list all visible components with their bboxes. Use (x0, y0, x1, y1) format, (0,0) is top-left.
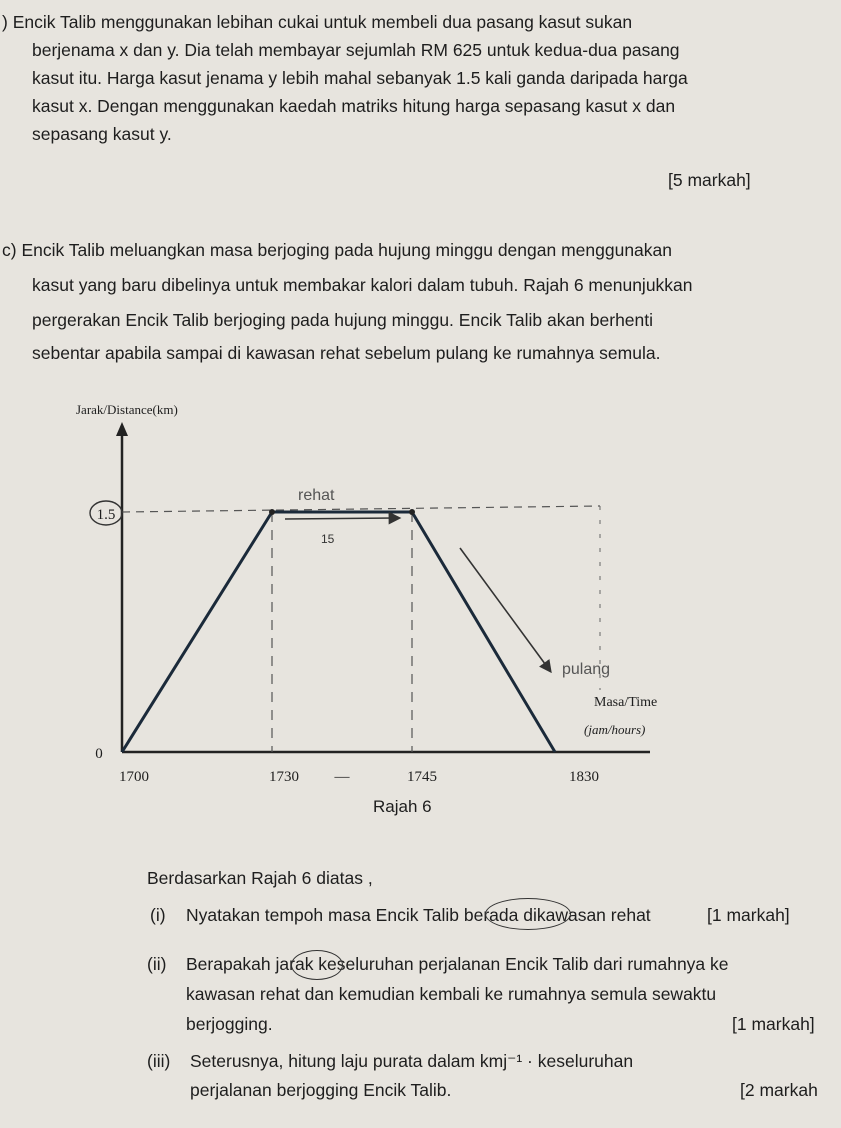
figure-caption: Rajah 6 (373, 797, 432, 816)
point-1745 (409, 509, 415, 515)
qb-marks: [5 markah] (668, 170, 751, 190)
qc-line-1: c) Encik Talib meluangkan masa berjoging pada hujung minggu dengan menggunakan (2, 240, 672, 260)
sq3-marks: [2 markah (740, 1080, 818, 1100)
qc-line-2: kasut yang baru dibelinya untuk membakar kalori dalam tubuh. Rajah 6 menunjukkan (32, 275, 693, 295)
qb-line-1: ) Encik Talib menggunakan lebihan cukai untuk membeli dua pasang kasut sukan (2, 12, 633, 32)
circle-mark-rehat (485, 898, 571, 930)
journey-line (122, 512, 555, 752)
x-axis-label-line1: Masa/Time (594, 695, 658, 710)
sq1-marks: [1 markah] (707, 905, 790, 925)
point-1730 (269, 509, 275, 515)
sq3-line-1: Seterusnya, hitung laju purata dalam kmj⁻¹ · keseluruhan (190, 1051, 634, 1071)
x-tick-label: 1730 (269, 769, 299, 785)
circle-mark-jarak (291, 950, 343, 980)
qb-line-5: sepasang kasut y. (32, 124, 172, 144)
rest-arrow (285, 518, 395, 519)
dash-mark: — (334, 769, 350, 785)
y-tick-label: 1.5 (96, 507, 116, 523)
y-axis-arrow-icon (116, 422, 128, 436)
qb-line-3: kasut itu. Harga kasut jenama y lebih mahal sebanyak 1.5 kali ganda daripada harga (32, 68, 688, 88)
return-arrow (460, 548, 548, 668)
x-tick-label: 1745 (407, 769, 437, 785)
sq1-label: (i) (150, 905, 166, 925)
sq2-line-2: kawasan rehat dan kemudian kembali ke rumahnya semula sewaktu (186, 984, 717, 1004)
qc-line-3: pergerakan Encik Talib berjoging pada hujung minggu. Encik Talib akan berhenti (32, 310, 654, 330)
based-on-text: Berdasarkan Rajah 6 diatas , (147, 868, 373, 888)
x-axis-label-line2: (jam/hours) (584, 722, 646, 737)
rest-annotation: rehat (298, 487, 335, 504)
rest-duration-annotation: 15 (321, 532, 335, 546)
sq3-line-2: perjalanan berjogging Encik Talib. (190, 1080, 452, 1100)
qc-line-4: sebentar apabila sampai di kawasan rehat sebelum pulang ke rumahnya semula. (32, 343, 661, 363)
y-axis-label: Jarak/Distance(km) (76, 402, 178, 417)
sq2-line-1: Berapakah jarak keseluruhan perjalanan Encik Talib dari rumahnya ke (186, 954, 729, 974)
sq1-line-1: Nyatakan tempoh masa Encik Talib berada dikawasan rehat (186, 905, 651, 925)
return-annotation: pulang (562, 661, 611, 678)
sq2-line-3: berjogging. (186, 1014, 273, 1034)
sq3-label: (iii) (147, 1051, 171, 1071)
y-tick-label: 0 (95, 746, 103, 762)
sq2-label: (ii) (147, 954, 167, 974)
sq2-marks: [1 markah] (732, 1014, 815, 1034)
qb-line-2: berjenama x dan y. Dia telah membayar sejumlah RM 625 untuk kedua-dua pasang (32, 40, 680, 60)
x-tick-label: 1700 (119, 769, 149, 785)
x-tick-label: 1830 (569, 769, 599, 785)
qb-line-4: kasut x. Dengan menggunakan kaedah matriks hitung harga sepasang kasut x dan (32, 96, 676, 116)
